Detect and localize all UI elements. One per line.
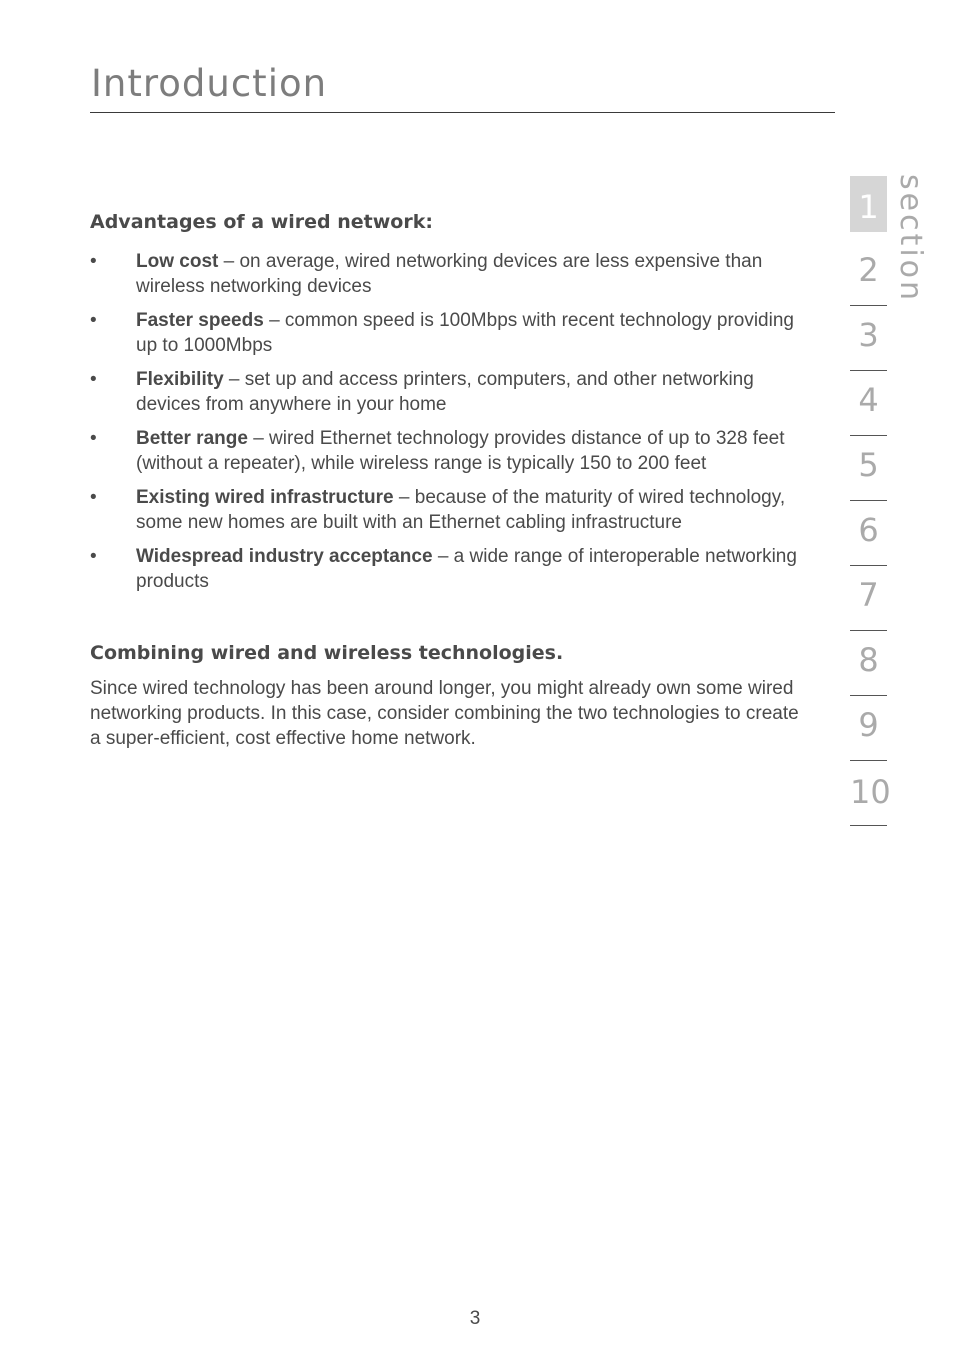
- page-title: Introduction: [91, 62, 328, 105]
- section-tab-2[interactable]: 2: [850, 241, 887, 306]
- section-tab-10[interactable]: 10: [850, 761, 887, 826]
- section-tab-3[interactable]: 3: [850, 306, 887, 371]
- item-term: Flexibility: [136, 369, 224, 390]
- item-text: – a wide range of interoperable networking products: [136, 546, 797, 592]
- combining-paragraph: Since wired technology has been around longer, you might already own some wired networking products. In this case, consider combining the two technologies to create a super-efficient, cost effective home network.: [90, 678, 799, 749]
- bullet: •: [90, 428, 97, 449]
- item-text: – wired Ethernet technology provides distance of up to 328 feet (without a repeater), while wireless range is typically 150 to 200 feet: [136, 428, 785, 474]
- item-text: – common speed is 100Mbps with recent technology providing up to 1000Mbps: [136, 310, 794, 356]
- section-label: section: [893, 174, 928, 304]
- bullet: •: [90, 487, 97, 508]
- section-tab-4[interactable]: 4: [850, 371, 887, 436]
- item-term: Low cost: [136, 251, 219, 272]
- item-term: Better range: [136, 428, 248, 449]
- item-term: Widespread industry acceptance: [136, 546, 433, 567]
- list-item: [90, 544, 800, 594]
- section-tab-7[interactable]: 7: [850, 566, 887, 631]
- advantages-list: [90, 249, 800, 594]
- list-item: [90, 426, 800, 476]
- bullet: •: [90, 310, 97, 331]
- section-tab-6[interactable]: 6: [850, 501, 887, 566]
- section-nav: [850, 176, 891, 826]
- advantages-heading: Advantages of a wired network:: [90, 211, 433, 233]
- item-term: Existing wired infrastructure: [136, 487, 394, 508]
- list-item: [90, 485, 800, 535]
- list-item: [90, 367, 800, 417]
- item-text: – set up and access printers, computers, and other networking devices from anywhere in your home: [136, 369, 754, 415]
- section-tab-8[interactable]: 8: [850, 631, 887, 696]
- combining-heading: Combining wired and wireless technologies.: [90, 642, 564, 664]
- bullet: •: [90, 251, 97, 272]
- list-item: [90, 249, 800, 299]
- bullet: •: [90, 369, 97, 390]
- item-text: – because of the maturity of wired technology, some new homes are built with an Ethernet cabling infrastructure: [136, 487, 786, 533]
- main-content: [90, 208, 800, 751]
- page-number: 3: [469, 1308, 481, 1329]
- title-rule: [90, 112, 835, 113]
- section-tab-9[interactable]: 9: [850, 696, 887, 761]
- item-text: – on average, wired networking devices are less expensive than wireless networking devices: [136, 251, 763, 297]
- item-term: Faster speeds: [136, 310, 264, 331]
- section-tab-5[interactable]: 5: [850, 436, 887, 501]
- bullet: •: [90, 546, 97, 567]
- list-item: [90, 308, 800, 358]
- section-tab-1[interactable]: 1: [850, 176, 887, 232]
